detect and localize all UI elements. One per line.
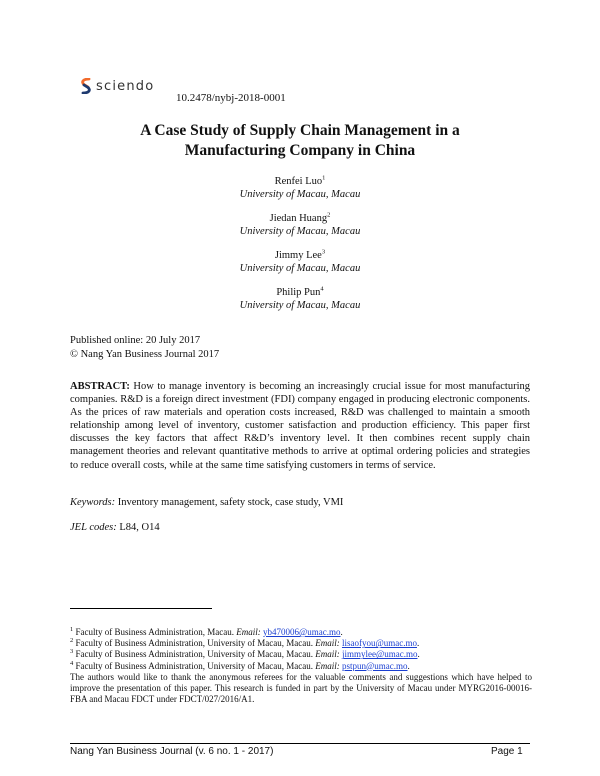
abstract-text: How to manage inventory is becoming an increasingly crucial issue for most manufacturing companies. R&D is a foreign direct investment (FDI) company engaged in producing electronic components. As the prices of raw materials and operation costs increased, R&D was challenged to maintain a smooth relationship among level of inventory, customer satisfaction and production efficiency. This paper first discusses the key factors that affect R&D’s inventory level. It then combines recent supply chain management theories and relevant quantitative methods to arrive at optimal ordering policies and strategies to reduce overall costs, while at the same time satisfying customers in terms of service. — [70, 381, 531, 471]
author-affiliation: University of Macau, Macau — [239, 300, 361, 311]
email-link[interactable]: pstpun@umac.mo — [341, 660, 408, 671]
footnote-4: $^4$ Faculty of Business Administration, University of Macau, Macau. Email: pstpun@umac.mo. — [70, 659, 410, 671]
sciendo-logo — [80, 78, 154, 94]
author-2 — [150, 212, 450, 238]
footnote-1: $^1$ Faculty of Business Administration, Macau. Email: yb470006@umac.mo. — [70, 626, 343, 637]
page-number: Page 1 — [491, 746, 523, 757]
author-affiliation: University of Macau, Macau — [239, 263, 361, 274]
doi[interactable]: 10.2478/nybj-2018-0001 — [176, 92, 286, 104]
author-affiliation: University of Macau, Macau — [239, 226, 361, 237]
title-line-1: A Case Study of Supply Chain Management in a — [140, 122, 460, 139]
author-name: Philip Pun — [276, 287, 321, 298]
email-link[interactable]: yb470006@umac.mo — [262, 627, 341, 637]
author-name: Jimmy Lee — [274, 250, 322, 261]
sciendo-logo-icon — [80, 78, 92, 94]
email-link[interactable]: jimmylee@umac.mo — [341, 649, 418, 660]
copyright: © Nang Yan Business Journal 2017 — [70, 349, 220, 360]
footer-journal: Nang Yan Business Journal (v. 6 no. 1 - 2017) — [70, 746, 274, 757]
abstract — [70, 380, 530, 472]
logo-text: sciendo — [96, 78, 155, 94]
keywords — [70, 497, 343, 508]
author-sup: 4 — [320, 285, 324, 293]
author-1 — [150, 175, 450, 201]
author-4 — [150, 286, 450, 312]
jel-label: JEL codes: — [70, 522, 117, 533]
author-name: Jiedan Huang — [269, 213, 328, 224]
footnote-2: $^2$ Faculty of Business Administration, University of Macau, Macau. Email: lisaofyou@umac.mo. — [70, 637, 420, 649]
title-line-2: Manufacturing Company in China — [184, 142, 416, 159]
footnotes — [70, 627, 532, 705]
footnote-separator — [70, 608, 212, 609]
jel-codes — [70, 522, 160, 533]
jel-text: L84, O14 — [119, 522, 160, 533]
abstract-label: ABSTRACT: — [70, 381, 130, 392]
keywords-text: Inventory management, safety stock, case study, VMI — [117, 497, 344, 508]
author-sup: 2 — [327, 211, 331, 219]
footer-rule — [70, 743, 530, 744]
acknowledgement: The authors would like to thank the anonymous referees for the valuable comments and suggestions which have helped to improve the presentation of this paper. This research is funded in part by the University of Macau under MYRG2016-00016-FBA and Macau FDCT under FDCT/027/2016/A1. — [70, 671, 532, 705]
author-name: Renfei Luo — [274, 176, 323, 187]
footnote-3: $^3$ Faculty of Business Administration, University of Macau, Macau. Email: jimmylee@umac.mo. — [70, 648, 420, 660]
paper-title — [70, 121, 530, 161]
published-date: Published online: 20 July 2017 — [70, 335, 201, 346]
author-sup: 1 — [322, 174, 326, 182]
author-3 — [150, 249, 450, 275]
author-sup: 3 — [321, 248, 326, 256]
publication-info — [70, 334, 219, 362]
email-link[interactable]: lisaofyou@umac.mo — [341, 638, 417, 649]
author-affiliation: University of Macau, Macau — [239, 189, 361, 200]
keywords-label: Keywords: — [70, 497, 116, 508]
